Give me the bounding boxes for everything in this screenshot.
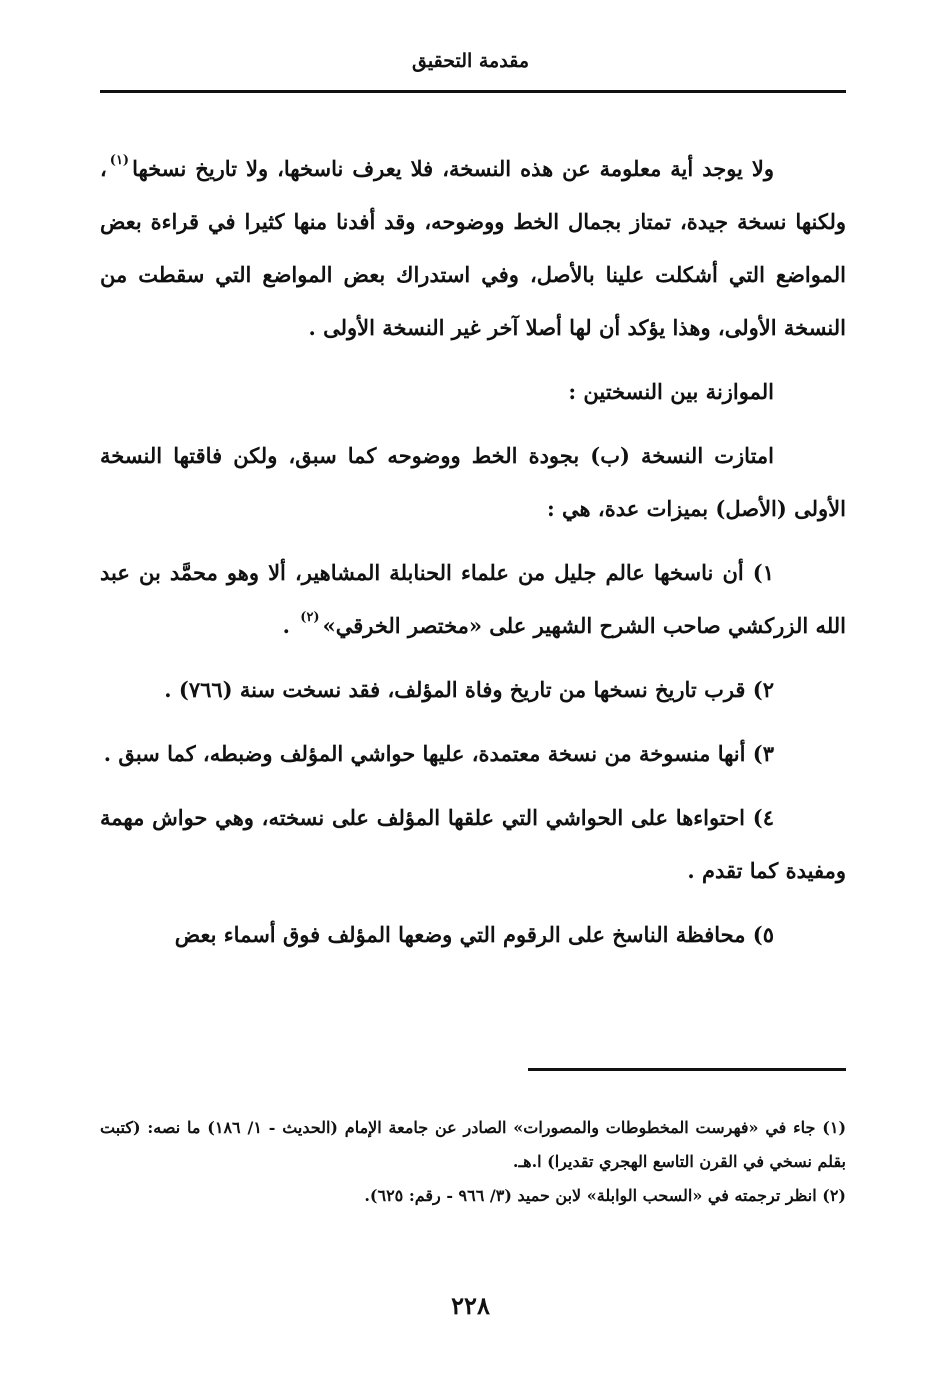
footnotes xyxy=(100,1111,846,1213)
footnote-marker-1: (١) xyxy=(109,153,130,168)
page-number: ٢٢٨ xyxy=(451,1291,490,1320)
list-item-1 xyxy=(100,546,846,652)
paragraph-text: ولا يوجد أية معلومة عن هذه النسخة، فلا يعرف ناسخها، ولا تاريخ نسخها xyxy=(132,156,774,181)
footnote-separator xyxy=(528,1068,846,1071)
section-heading: الموازنة بين النسختين : xyxy=(568,379,774,404)
paragraph-text: ، ولكنها نسخة جيدة، تمتاز بجمال الخط ووضوحه، وقد أفدنا منها كثيرا في قراءة بعض المواضع التي أشكلت علينا بالأصل، وفي استدراك بعض المواضع التي سقطت من النسخة الأولى، وهذا يؤكد أن لها أصلا آخر غير النسخة الأولى . xyxy=(100,156,846,340)
running-header: مقدمة التحقيق xyxy=(412,50,529,72)
list-item-text: . xyxy=(282,613,290,638)
footnote-2: (٢) انظر ترجمته في «السحب الوابلة» لابن حميد (٣/ ٩٦٦ - رقم: ٦٢٥). xyxy=(364,1186,846,1205)
header-rule xyxy=(100,90,846,93)
footnote-1: (١) جاء في «فهرست المخطوطات والمصورات» الصادر عن جامعة الإمام (الحديث - ١/ ١٨٦) ما نصه: (كتبت بقلم نسخي في القرن التاسع الهجري تقديرا) ا.هـ. xyxy=(100,1118,847,1171)
main-text xyxy=(100,142,846,972)
list-item-3: ٣) أنها منسوخة من نسخة معتمدة، عليها حواشي المؤلف وضبطه، كما سبق . xyxy=(103,741,774,766)
list-item-text: ١) أن ناسخها عالم جليل من علماء الحنابلة المشاهير، ألا وهو محمَّد بن عبد الله الزركشي صاحب الشرح الشهير على «مختصر الخرقي» xyxy=(100,560,846,638)
paragraph-comparison-intro: امتازت النسخة (ب) بجودة الخط ووضوحه كما سبق، ولكن فاقتها النسخة الأولى (الأصل) بميزات عدة، هي : xyxy=(100,443,846,521)
list-item-5: ٥) محافظة الناسخ على الرقوم التي وضعها المؤلف فوق أسماء بعض xyxy=(174,922,774,947)
footnote-marker-2: (٢) xyxy=(300,610,320,625)
list-item-2: ٢) قرب تاريخ نسخها من تاريخ وفاة المؤلف، فقد نسخت سنة (٧٦٦) . xyxy=(164,677,774,702)
paragraph-manuscript-description xyxy=(100,142,846,354)
list-item-4: ٤) احتواءها على الحواشي التي علقها المؤلف على نسخته، وهي حواش مهمة ومفيدة كما تقدم . xyxy=(100,805,846,883)
